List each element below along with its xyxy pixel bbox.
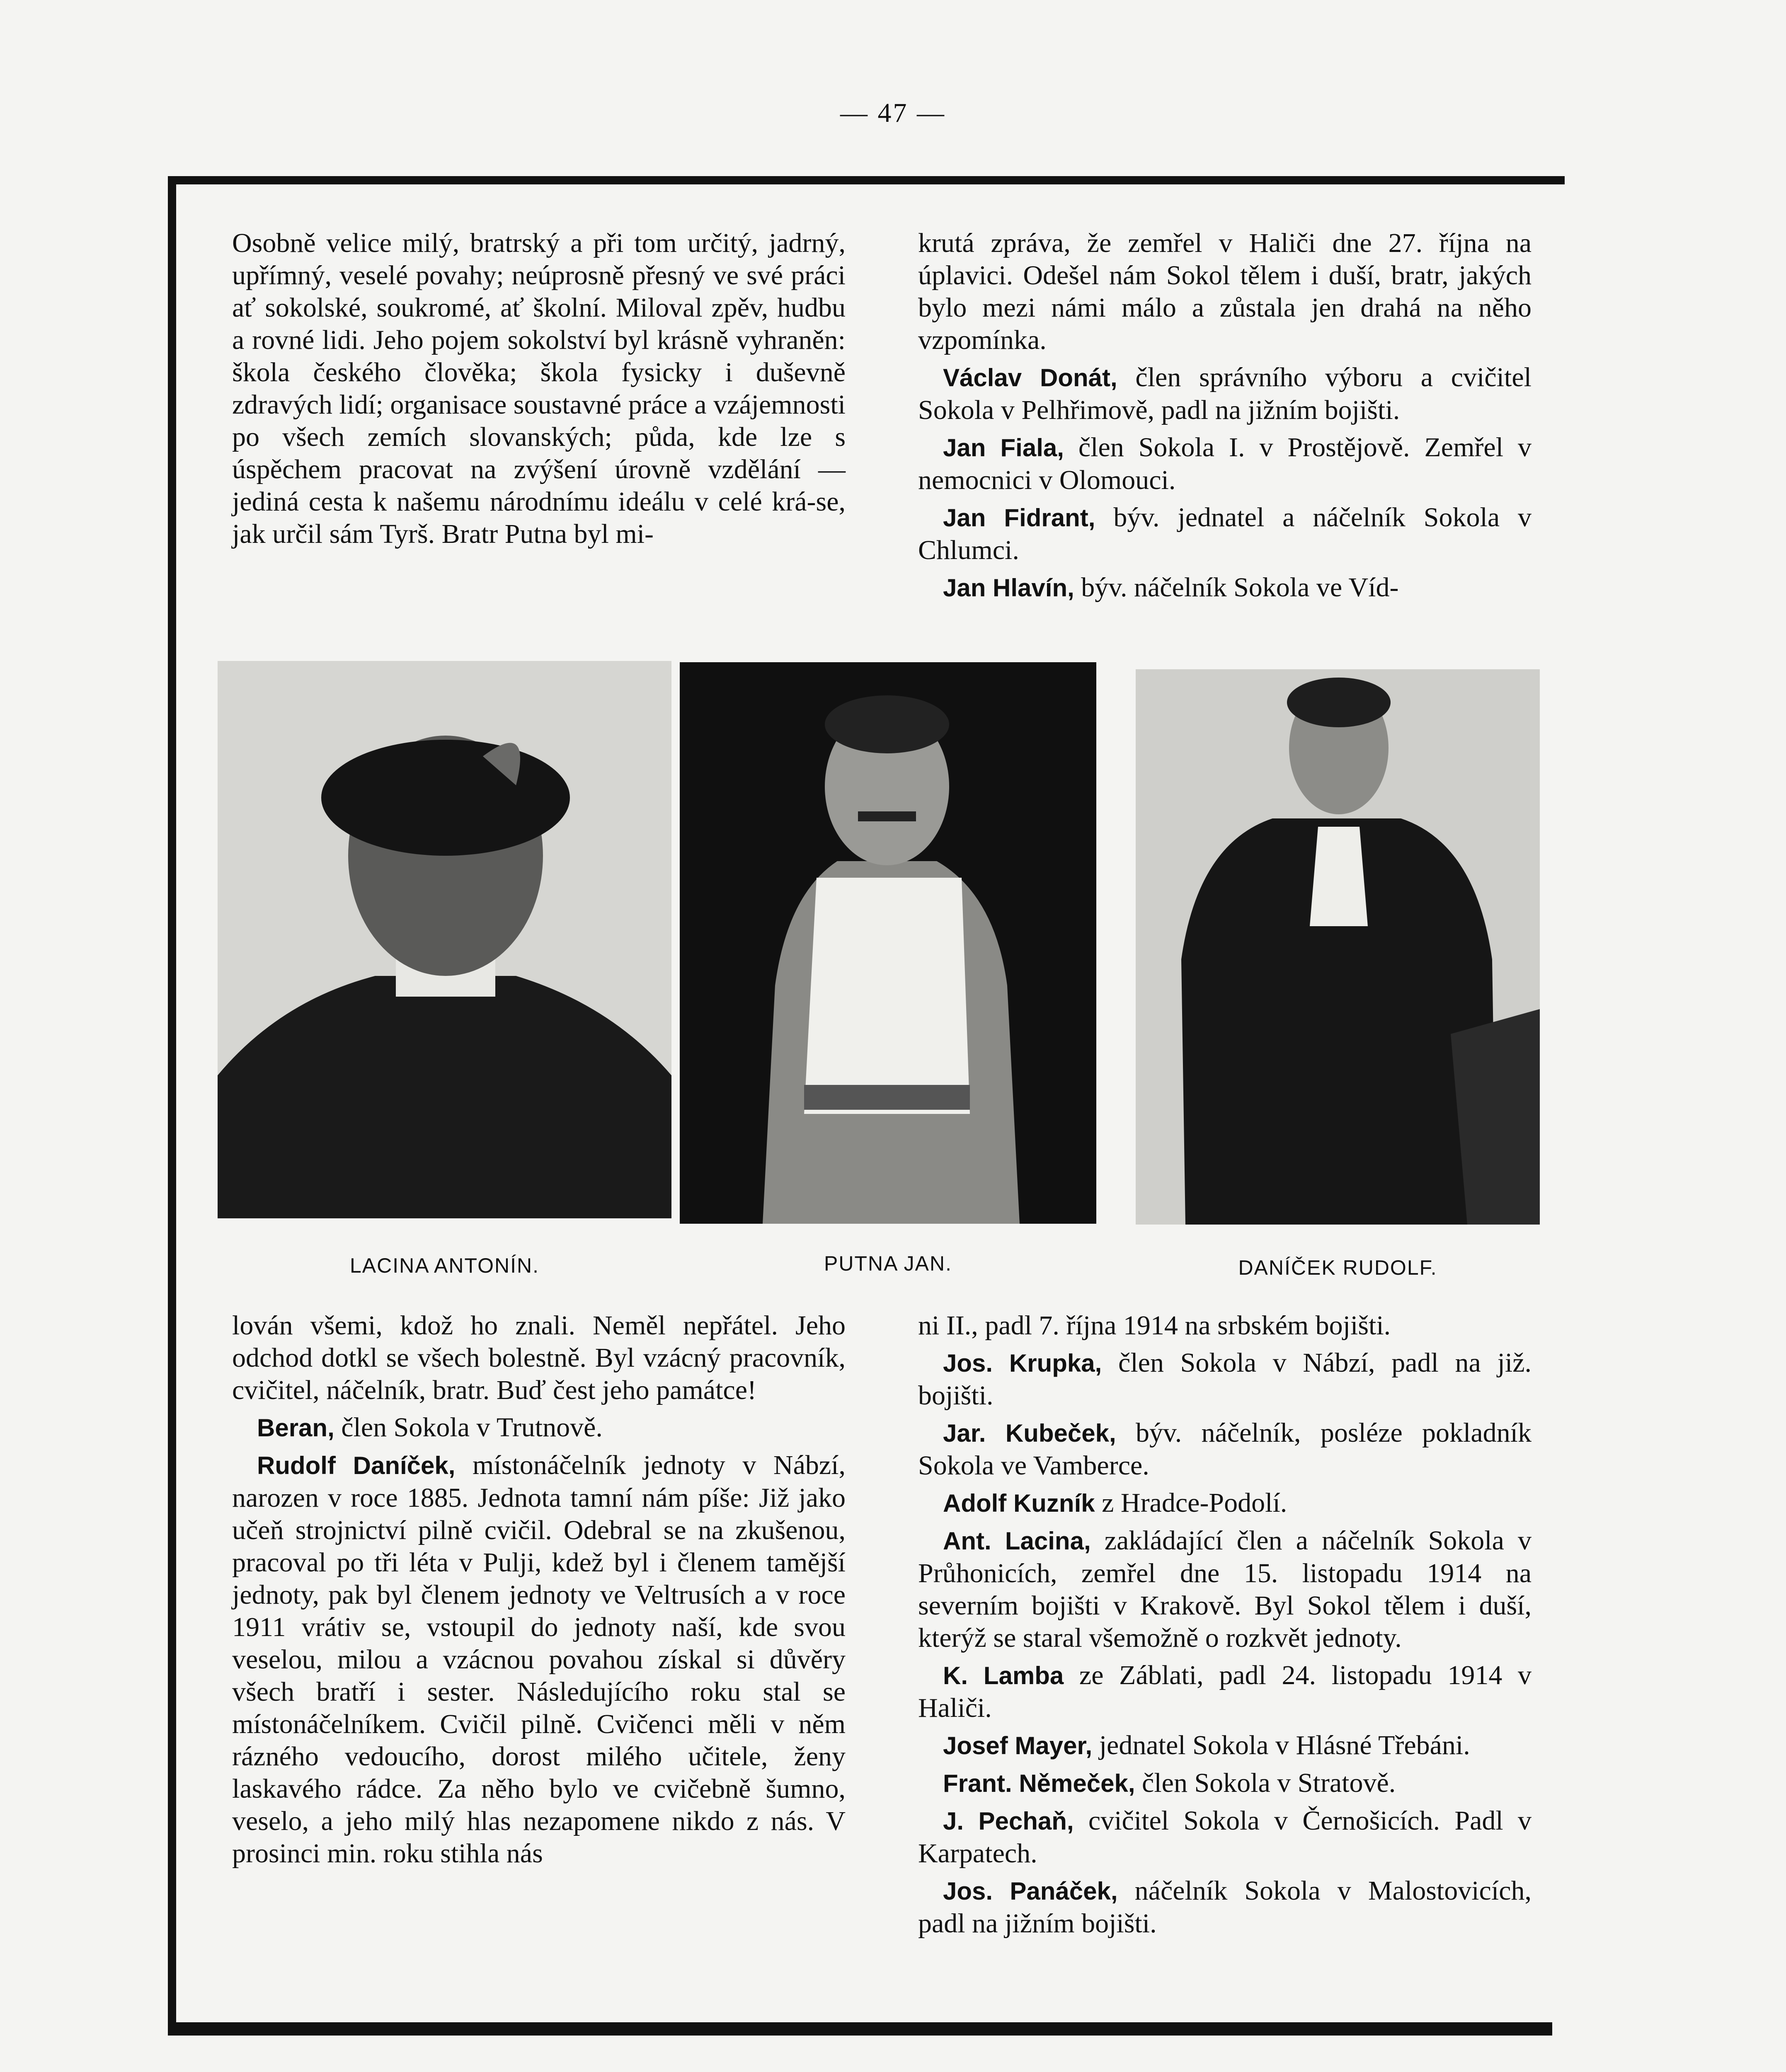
obituary-lacina-continued: lován všemi, kdož ho znali. Neměl nepřátel. Jeho odchod dotkl se všech bolestně. Byl vzácný pracovník, cvičitel, náčelník, bratr. Buď čest jeho památce! <box>232 1310 846 1405</box>
entry-text: náčelník Sokola v Malostovicích, padl na jižním bojišti. <box>918 1876 1532 1939</box>
entry-name: J. Pechaň, <box>943 1807 1074 1835</box>
portrait-photo-lacina <box>218 661 671 1218</box>
obituary-entry <box>918 501 1532 566</box>
entry-text: býv. náčelník Sokola ve Víd- <box>1074 572 1399 603</box>
entry-text: ze Záblati, padl 24. listopadu 1914 v Haliči. <box>918 1660 1532 1723</box>
entry-name: Jos. Krupka, <box>943 1349 1102 1377</box>
entry-text: místonáčelník jednoty v Nábzí, narozen v roce 1885. Jednota tamní nám píše: Již jako učeň strojnictví pilně cvičil. Odebral se na zkušenou, pracoval po tři léta v Pulji, kdež byl i členem tamější jednoty, pak byl členem jednoty ve Veltrusích a v roce 1911 vrátiv se, vstoupil do jednoty naší, kde svou veselou, milou a vzácnou povahou získal si důvěry všech bratří i sester. Následujícího roku stal se místonáčelníkem. Cvičil pilně. Cvičenci měli v něm rázného vedoucího, dorost milého učitele, ženy laskavého rádce. Za něho bylo ve cvičebně šumno, veselo, a jeho milý hlas nezapomene nikdo z nás. V prosinci min. roku stihla nás <box>232 1450 846 1869</box>
entry-name: Adolf Kuzník <box>943 1489 1095 1517</box>
entry-text: jednatel Sokola v Hlásné Třebáni. <box>1092 1730 1470 1760</box>
obituary-entry <box>918 1729 1532 1762</box>
entry-name: Jos. Panáček, <box>943 1877 1118 1905</box>
entry-name: K. Lamba <box>943 1662 1064 1690</box>
obituary-entry <box>918 1417 1532 1482</box>
photo-caption-lacina: LACINA ANTONÍN. <box>350 1254 539 1277</box>
obituary-putna-continued: krutá zpráva, že zemřel v Haliči dne 27. října na úplavici. Odešel nám Sokol tělem i duší, bratr, jakých bylo mezi námi málo a zůstala jen drahá na něho vzpomínka. <box>918 228 1532 355</box>
entry-text: člen správního výboru a cvičitel Sokola v Pelhřimově, padl na jižním bojišti. <box>918 362 1532 425</box>
entry-text: cvičitel Sokola v Černošicích. Padl v Karpatech. <box>918 1806 1532 1869</box>
entry-text: člen Sokola I. v Prostějově. Zemřel v nemocnici v Olomouci. <box>918 432 1532 495</box>
obituary-putna-text: Osobně velice milý, bratrský a při tom určitý, jadrný, upřímný, veselé povahy; neúprosně přesný ve své práci ať sokolské, soukromé, ať školní. Miloval zpěv, hudbu a rovné lidi. Jeho pojem sokolství byl krásně vyhraněn: škola českého člověka; škola fysicky i duševně zdravých lidí; organisace soustavné práce a vzájemnosti po všech zemích slovanských; půda, kde lze s úspěchem pracovat na zvýšení úrovně vzdělání — jediná cesta k našemu národnímu ideálu v celé krá-se, jak určil sám Tyrš. Bratr Putna byl mi- <box>232 228 846 549</box>
obituary-entry <box>232 1449 846 1870</box>
entry-text: býv. náčelník, posléze pokladník Sokola ve Vamberce. <box>918 1418 1532 1481</box>
entry-text: býv. jednatel a náčelník Sokola v Chlumci. <box>918 502 1532 565</box>
entry-text: člen Sokola v Nábzí, padl na již. bojišti. <box>918 1348 1532 1411</box>
photo-caption-putna: PUTNA JAN. <box>824 1252 952 1275</box>
portrait-photo-danicek <box>1136 669 1540 1225</box>
entry-name: Václav Donát, <box>943 364 1117 392</box>
obituary-entry <box>232 1411 846 1444</box>
entry-name: Jar. Kubeček, <box>943 1419 1116 1447</box>
page-frame-top-rule <box>168 176 1565 184</box>
entry-name: Ant. Lacina, <box>943 1527 1091 1555</box>
obituary-entry <box>918 1487 1532 1520</box>
obituary-entry <box>918 1347 1532 1412</box>
entry-name: Jan Fidrant, <box>943 504 1095 532</box>
top-right-column <box>918 227 1532 604</box>
obituary-entry <box>918 1805 1532 1870</box>
obituary-entry <box>918 571 1532 604</box>
entry-text: člen Sokola v Trutnově. <box>334 1412 603 1443</box>
portrait-photo-putna <box>680 662 1096 1224</box>
portrait-danicek-image <box>1136 669 1540 1225</box>
obituary-entry <box>918 431 1532 496</box>
entry-text: člen Sokola v Stratově. <box>1135 1768 1396 1798</box>
page-frame-left-rule <box>168 176 176 2035</box>
obituary-entry <box>918 1875 1532 1940</box>
entry-name: Beran, <box>257 1414 334 1442</box>
bottom-left-column <box>232 1310 846 1870</box>
bottom-right-column <box>918 1310 1532 1940</box>
page-number: — 47 — <box>840 98 946 128</box>
entry-name: Jan Hlavín, <box>943 574 1074 602</box>
top-left-column <box>232 227 846 550</box>
page-frame-bottom-rule <box>168 2022 1552 2036</box>
entry-name: Rudolf Daníček, <box>257 1452 456 1479</box>
obituary-entry <box>918 1525 1532 1654</box>
obituary-entry <box>918 1659 1532 1724</box>
portrait-lacina-image <box>218 661 671 1218</box>
entry-name: Josef Mayer, <box>943 1732 1093 1760</box>
entry-name: Jan Fiala, <box>943 434 1064 462</box>
obituary-hlavin-continued: ni II., padl 7. října 1914 na srbském bojišti. <box>918 1310 1391 1341</box>
portrait-putna-image <box>680 662 1096 1224</box>
obituary-entry <box>918 361 1532 426</box>
entry-text: zakládající člen a náčelník Sokola v Průhonicích, zemřel dne 15. listopadu 1914 na severním bojišti v Krakově. Byl Sokol tělem i duší, kterýž se staral všemožně o rozkvět jednoty. <box>918 1525 1532 1653</box>
entry-name: Frant. Němeček, <box>943 1769 1135 1797</box>
obituary-entry <box>918 1767 1532 1800</box>
photo-caption-danicek: DANÍČEK RUDOLF. <box>1238 1256 1437 1279</box>
entry-text: z Hradce-Podolí. <box>1095 1488 1287 1518</box>
